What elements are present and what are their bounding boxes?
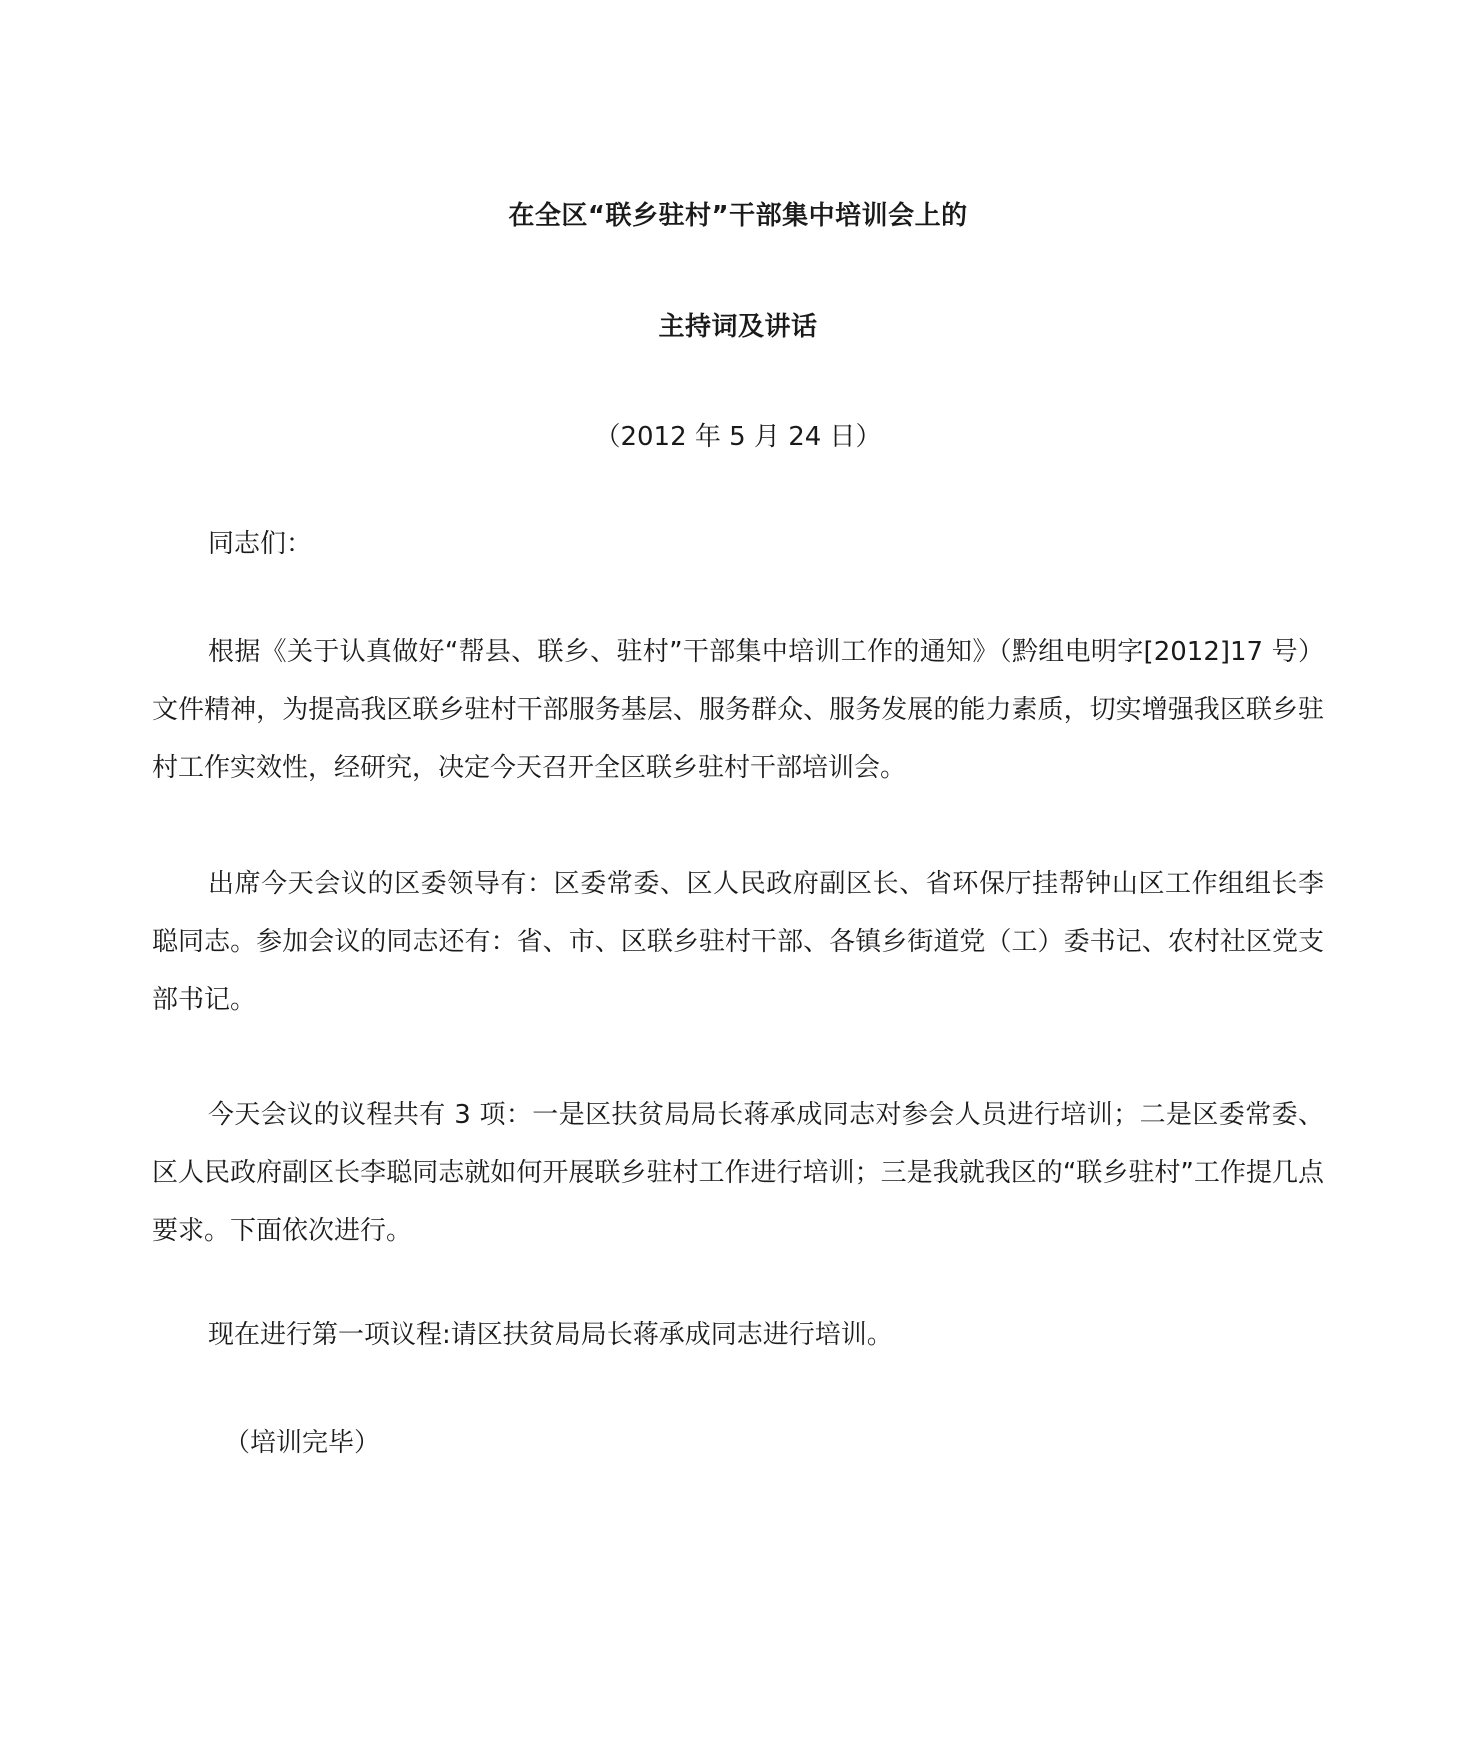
greeting-paragraph: 同志们： — [208, 529, 313, 559]
document-title-line-1: 在全区“联乡驻村”干部集中培训会上的 — [508, 201, 968, 231]
first-item-paragraph: 现在进行第一项议程:请区扶贫局局长蒋承成同志进行培训。 — [208, 1320, 893, 1350]
document-title-line-2: 主持词及讲话 — [658, 312, 818, 342]
document-date: （2012 年 5 月 24 日） — [594, 422, 882, 452]
basis-paragraph: 根据《关于认真做好“帮县、联乡、驻村”干部集中培训工作的通知》（黔组电明字[2012]17 号）文件精神，为提高我区联乡驻村干部服务基层、服务群众、服务发展的能力素质，切实增强我区联乡驻村工作实效性，经研究，决定今天召开全区联乡驻村干部培训会。 — [152, 637, 1324, 783]
agenda-paragraph: 今天会议的议程共有 3 项：一是区扶贫局局长蒋承成同志对参会人员进行培训；二是区委常委、区人民政府副区长李聪同志就如何开展联乡驻村工作进行培训；三是我就我区的“联乡驻村”工作提几点要求。下面依次进行。 — [152, 1100, 1324, 1246]
training-done-note: （培训完毕） — [224, 1428, 381, 1458]
attendees-paragraph: 出席今天会议的区委领导有：区委常委、区人民政府副区长、省环保厅挂帮钟山区工作组组长李聪同志。参加会议的同志还有：省、市、区联乡驻村干部、各镇乡街道党（工）委书记、农村社区党支部书记。 — [152, 869, 1324, 1015]
